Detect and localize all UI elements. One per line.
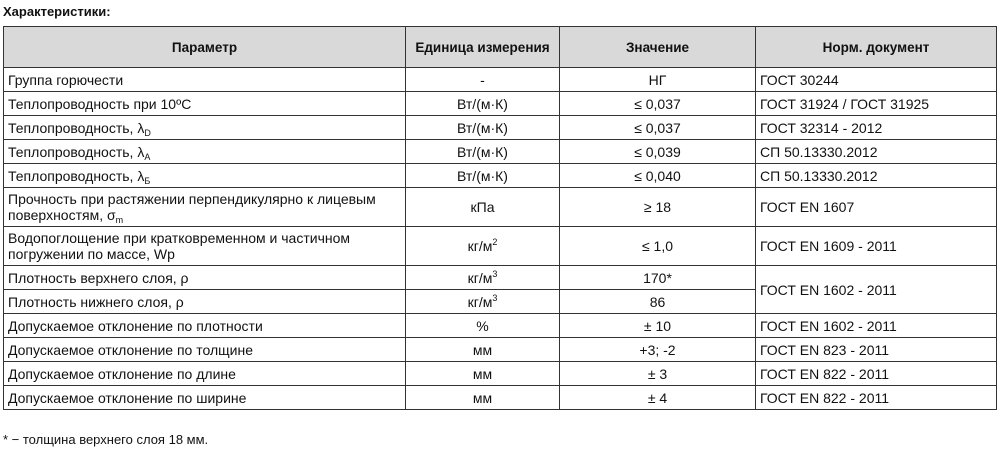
- table-row: [4, 68, 997, 92]
- param-cell: Группа горючести: [4, 68, 406, 92]
- table-row: [4, 314, 997, 338]
- param-cell: [4, 164, 406, 188]
- doc-cell: ГОСТ EN 822 - 2011: [756, 362, 997, 386]
- unit-cell: [406, 290, 560, 314]
- doc-cell: ГОСТ 32314 - 2012: [756, 116, 997, 140]
- unit-cell: Вт/(м·К): [406, 116, 560, 140]
- param-text: Теплопроводность, λ: [8, 143, 145, 160]
- param-subscript: m: [115, 215, 124, 225]
- param-line-1: Прочность при растяжении перпендикулярно к лицевым: [8, 191, 376, 207]
- value-cell: ± 4: [560, 386, 756, 410]
- value-cell: +3; -2: [560, 338, 756, 362]
- table-row: [4, 362, 997, 386]
- param-cell: Теплопроводность при 10ºС: [4, 92, 406, 116]
- characteristics-table: [3, 26, 997, 410]
- param-cell: Допускаемое отклонение по плотности: [4, 314, 406, 338]
- unit-cell: [406, 227, 560, 266]
- param-cell: [4, 188, 406, 227]
- unit-text: кг/м: [467, 269, 493, 286]
- value-cell: 86: [560, 290, 756, 314]
- unit-cell: -: [406, 68, 560, 92]
- doc-cell: ГОСТ EN 822 - 2011: [756, 386, 997, 410]
- value-cell: ≤ 1,0: [560, 227, 756, 266]
- table-row: [4, 266, 997, 290]
- value-cell: ± 3: [560, 362, 756, 386]
- value-cell: ≤ 0,037: [560, 116, 756, 140]
- section-title: Характеристики:: [3, 4, 111, 19]
- doc-cell: ГОСТ EN 1602 - 2011: [756, 266, 997, 314]
- param-cell: [4, 140, 406, 164]
- doc-cell: СП 50.13330.2012: [756, 164, 997, 188]
- param-line-2: погружении по массе, Wp: [8, 246, 175, 262]
- table-row: [4, 164, 997, 188]
- table-row: [4, 386, 997, 410]
- param-cell: [4, 227, 406, 266]
- unit-cell: %: [406, 314, 560, 338]
- unit-cell: Вт/(м·К): [406, 140, 560, 164]
- table-row: [4, 227, 997, 266]
- unit-superscript: 2: [492, 237, 498, 247]
- param-cell: Допускаемое отклонение по длине: [4, 362, 406, 386]
- footnote: * − толщина верхнего слоя 18 мм.: [3, 432, 209, 447]
- table-row: [4, 92, 997, 116]
- table-header-row: [4, 27, 997, 68]
- param-line-1: Водопоглощение при кратковременном и частичном: [8, 230, 351, 246]
- value-cell: ≤ 0,037: [560, 92, 756, 116]
- table-row: [4, 140, 997, 164]
- unit-cell: Вт/(м·К): [406, 164, 560, 188]
- unit-superscript: 3: [492, 268, 498, 279]
- table-row: [4, 188, 997, 227]
- value-cell: ± 10: [560, 314, 756, 338]
- doc-cell: ГОСТ 31924 / ГОСТ 31925: [756, 92, 997, 116]
- unit-cell: кПа: [406, 188, 560, 227]
- header-doc: Норм. документ: [756, 27, 997, 68]
- value-cell: НГ: [560, 68, 756, 92]
- value-cell: ≥ 18: [560, 188, 756, 227]
- header-unit: Единица измерения: [406, 27, 560, 68]
- param-subscript: А: [144, 151, 151, 162]
- param-cell: [4, 116, 406, 140]
- value-cell: ≤ 0,040: [560, 164, 756, 188]
- param-text: Теплопроводность, λ: [8, 167, 145, 184]
- unit-superscript: 3: [492, 292, 498, 303]
- unit-text: кг/м: [467, 293, 493, 310]
- param-subscript: D: [144, 127, 151, 138]
- doc-cell: ГОСТ EN 823 - 2011: [756, 338, 997, 362]
- param-text: Теплопроводность, λ: [8, 119, 145, 136]
- doc-cell: ГОСТ EN 1607: [756, 188, 997, 227]
- param-cell: Допускаемое отклонение по ширине: [4, 386, 406, 410]
- param-cell: Допускаемое отклонение по толщине: [4, 338, 406, 362]
- doc-cell: ГОСТ EN 1602 - 2011: [756, 314, 997, 338]
- param-cell: Плотность верхнего слоя, ρ: [4, 266, 406, 290]
- unit-cell: Вт/(м·К): [406, 92, 560, 116]
- table-row: [4, 116, 997, 140]
- unit-cell: мм: [406, 362, 560, 386]
- param-line-2: поверхностям, σ: [8, 207, 116, 223]
- doc-cell: ГОСТ 30244: [756, 68, 997, 92]
- doc-cell: ГОСТ EN 1609 - 2011: [756, 227, 997, 266]
- header-value: Значение: [560, 27, 756, 68]
- table-row: [4, 338, 997, 362]
- value-cell: 170*: [560, 266, 756, 290]
- doc-cell: СП 50.13330.2012: [756, 140, 997, 164]
- value-cell: ≤ 0,039: [560, 140, 756, 164]
- unit-cell: мм: [406, 386, 560, 410]
- unit-cell: [406, 266, 560, 290]
- unit-cell: мм: [406, 338, 560, 362]
- param-cell: Плотность нижнего слоя, ρ: [4, 290, 406, 314]
- param-subscript: Б: [144, 175, 151, 186]
- header-param: Параметр: [4, 27, 406, 68]
- unit-text: кг/м: [467, 238, 493, 254]
